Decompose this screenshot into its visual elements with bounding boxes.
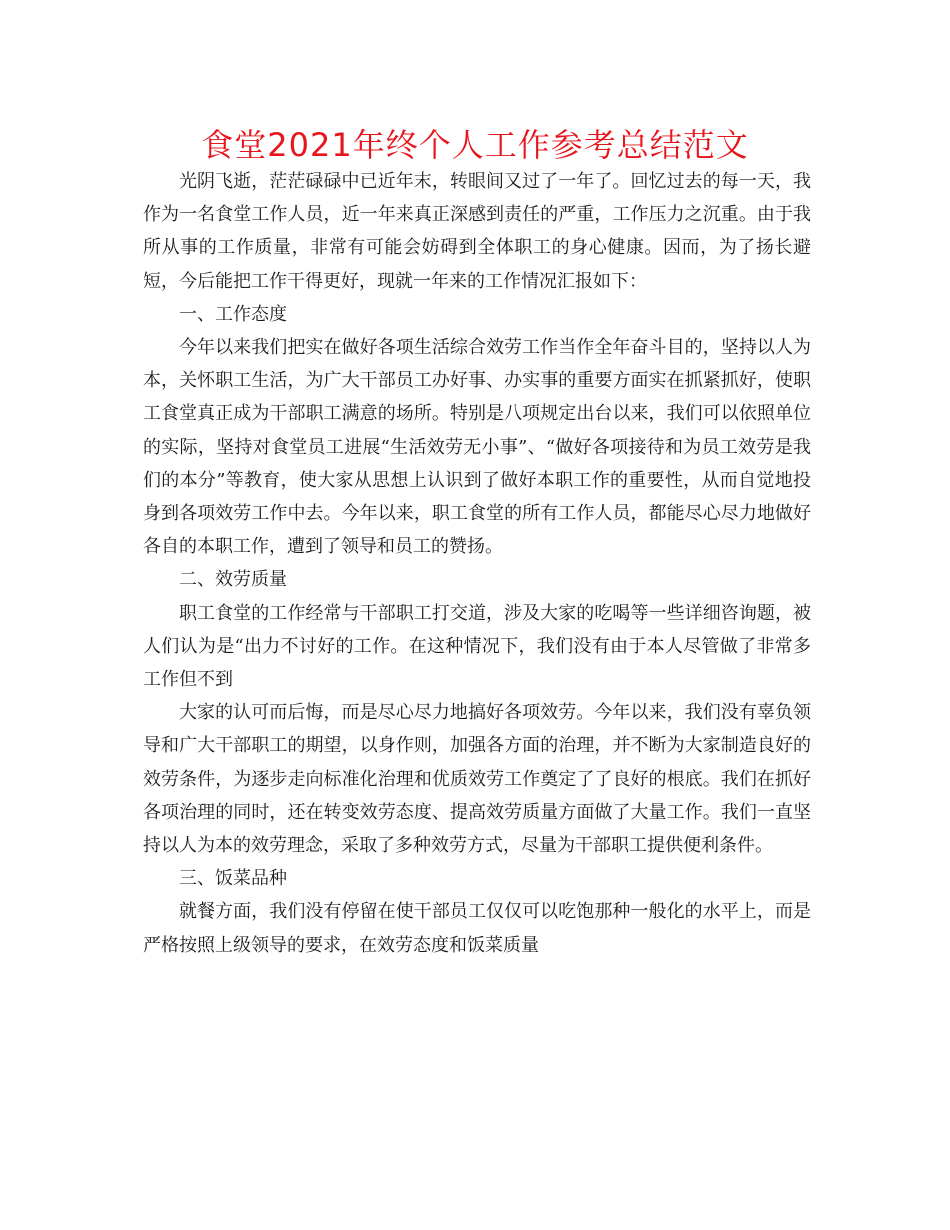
paragraph-service-quality: 职工食堂的工作经常与干部职工打交道，涉及大家的吃喝等一些详细咨询题，被人们认为是“出力不讨好的工作。在这种情况下，我们没有由于本人尽管做了非常多工作但不到	[143, 602, 811, 691]
paragraph-service-continued: 大家的认可而后悔，而是尽心尽力地搞好各项效劳。今年以来，我们没有辜负领导和广大干部职工的期望，以身作则，加强各方面的治理，并不断为大家制造良好的效劳条件，为逐步走向标准化治理和优质效劳工作奠定了了良好的根底。我们在抓好各项治理的同时，还在转变效劳态度、提高效劳质量方面做了大量工作。我们一直坚持以人为本的效劳理念，采取了多种效劳方式，尽量为干部职工提供便利条件。	[143, 702, 811, 857]
section-heading-service-quality: 二、效劳质量	[179, 569, 287, 591]
paragraph-intro: 光阴飞逝，茫茫碌碌中已近年末，转眼间又过了一年了。回忆过去的每一天，我作为一名食堂工作人员，近一年来真正深感到责任的严重，工作压力之沉重。由于我所从事的工作质量，非常有可能会妨碍到全体职工的身心健康。因而，为了扬长避短，今后能把工作干得更好，现就一年来的工作情况汇报如下：	[143, 171, 811, 292]
section-heading-dish-variety: 三、饭菜品种	[179, 868, 287, 890]
document-body	[143, 165, 811, 962]
section-heading-attitude: 一、工作态度	[179, 303, 287, 325]
paragraph-attitude: 今年以来我们把实在做好各项生活综合效劳工作当作全年奋斗目的，坚持以人为本，关怀职工生活，为广大干部员工办好事、办实事的重要方面实在抓紧抓好，使职工食堂真正成为干部职工满意的场所。特别是八项规定出台以来，我们可以依照单位的实际，坚持对食堂员工进展“生活效劳无小事”、“做好各项接待和为员工效劳是我们的本分”等教育，使大家从思想上认识到了做好本职工作的重要性，从而自觉地投身到各项效劳工作中去。今年以来，职工食堂的所有工作人员，都能尽心尽力地做好各自的本职工作，遭到了领导和员工的赞扬。	[143, 337, 811, 558]
paragraph-dish-variety: 就餐方面，我们没有停留在使干部员工仅仅可以吃饱那种一般化的水平上，而是严格按照上级领导的要求，在效劳态度和饭菜质量	[143, 901, 811, 956]
document-title: 食堂2021年终个人工作参考总结范文	[201, 126, 749, 164]
